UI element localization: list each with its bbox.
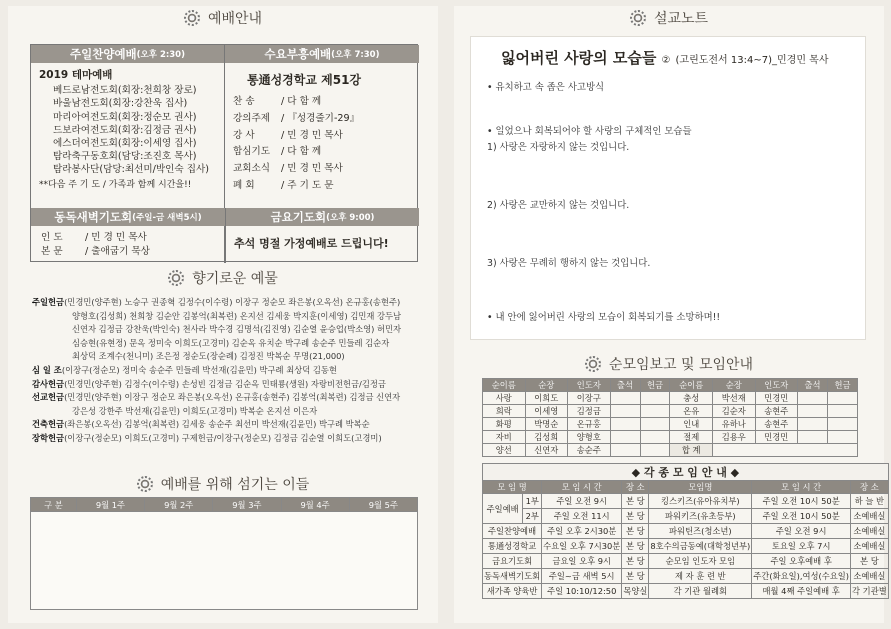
soon-cell (798, 431, 828, 444)
meetings-header-cell: 장 소 (622, 481, 649, 494)
worship-section-title: 예배안내 (8, 6, 438, 30)
sun-icon (184, 10, 200, 26)
offering-names: 신연자 김정금 강찬욱(박인숙) 천사라 박수경 김명석(김진영) 김순열 윤승업(박소영) 허민자 (72, 324, 402, 335)
offering-label: 장학헌금 (32, 432, 65, 443)
soon-cell: 송순주 (568, 444, 611, 457)
dawn-item-label: 인 도 (41, 232, 63, 243)
servers-header-cell: 9월 4주 (281, 498, 349, 512)
soon-cell: 절제 (670, 431, 713, 444)
meetings-header-row (483, 481, 889, 494)
meetings-cell: 주일 오전 9시 (752, 524, 851, 539)
wed-item-value: / 민 경 민 목사 (281, 129, 343, 141)
offering-names: 양형호(김성희) 천희창 김순안 김봉억(최복련) 온지선 김세웅 박지훈(이세영) 김민재 강두남 (72, 310, 402, 321)
soon-cell: 유하나 (712, 418, 755, 431)
soon-cell: 송현주 (755, 418, 798, 431)
soon-header-row (483, 379, 858, 392)
dawn-item (41, 245, 225, 259)
meetings-header-cell: 모 임 시 간 (752, 481, 851, 494)
offering-section-title: 향기로운 예물 (8, 266, 438, 290)
meetings-cell: 동독새벽기도회 (483, 569, 542, 584)
theme-label: 2019 테마예배 (39, 69, 113, 81)
soon-total-label: 합 계 (670, 444, 713, 457)
sermon-title-row (501, 47, 828, 68)
worship-box (30, 44, 418, 262)
meetings-cell: 본 당 (622, 494, 649, 509)
meetings-cell: 주일예배 (483, 494, 523, 524)
soon-header-cell: 순장 (712, 379, 755, 392)
theme-item: 마리아여전도회(회장:정순모 권사) (53, 111, 197, 123)
table-row (483, 431, 858, 444)
meetings-cell: 매월 4째 주일예배 후 (752, 584, 851, 599)
soon-cell (798, 405, 828, 418)
soon-cell: 민경민 (755, 431, 798, 444)
meetings-cell: 금요일 오후 9시 (542, 554, 622, 569)
meetings-header-cell: 모 임 시 간 (542, 481, 622, 494)
soon-cell: 김순자 (712, 405, 755, 418)
meetings-cell: 본 당 (851, 554, 889, 569)
servers-header-cell: 9월 3주 (213, 498, 281, 512)
dawn-item (41, 231, 225, 245)
sun-icon (585, 356, 601, 372)
sermon-section-title: 설교노트 (454, 6, 884, 30)
soon-cell: 이희도 (525, 392, 568, 405)
soon-section-title: 순모임보고 및 모임안내 (454, 352, 884, 376)
table-row (483, 392, 858, 405)
sermon-point: 1) 사랑은 자랑하지 않는 것입니다. (487, 142, 630, 153)
sermon-reference: (고린도전서 13:4~7)_민경민 목사 (675, 55, 829, 66)
offering-line (32, 364, 432, 378)
soon-cell: 김용우 (712, 431, 755, 444)
soon-header-cell: 순이름 (670, 379, 713, 392)
meetings-cell: 8호수의금동예(대학청년부) (649, 539, 752, 554)
meetings-header-cell: 모 임 명 (483, 481, 542, 494)
servers-header-row (31, 498, 418, 512)
meetings-cell: 주일 오전 10시 50분 (752, 494, 851, 509)
table-row (483, 509, 889, 524)
meetings-cell: 토요일 오후 7시 (752, 539, 851, 554)
servers-body (31, 512, 418, 610)
wed-item (233, 111, 419, 128)
soon-cell (610, 392, 640, 405)
table-row (483, 494, 889, 509)
dawn-header: 동독새벽기도회 (주일-금 새벽5시) (31, 208, 225, 226)
meetings-cell: 주일찬양예배 (483, 524, 542, 539)
meetings-cell: 본 당 (622, 569, 649, 584)
soon-cell (798, 392, 828, 405)
meetings-cell: 새가족 양육반 (483, 584, 542, 599)
wed-item-label: 폐 회 (233, 179, 255, 191)
soon-cell (640, 418, 670, 431)
wed-item-value: / 다 함 께 (281, 146, 322, 158)
soon-total-value (712, 444, 857, 457)
meetings-cell: 통通성경학교 (483, 539, 542, 554)
meetings-cell: 주일~금 새벽 5시 (542, 569, 622, 584)
soon-cell: 사랑 (483, 392, 526, 405)
soon-table (482, 378, 858, 457)
meetings-cell: 1부 (523, 494, 542, 509)
soon-cell: 충성 (670, 392, 713, 405)
sermon-number: ② (661, 55, 671, 66)
soon-header-cell: 출석 (610, 379, 640, 392)
soon-cell (827, 405, 857, 418)
soon-cell: 인내 (670, 418, 713, 431)
meetings-cell: 소예배실 (851, 569, 889, 584)
soon-header-cell: 출석 (798, 379, 828, 392)
meetings-cell: 순모임 인도자 모임 (649, 554, 752, 569)
offering-line (32, 405, 432, 419)
meetings-cell: 주일 오전 10시 50분 (752, 509, 851, 524)
wed-item-value: / 주 기 도 문 (281, 179, 334, 191)
table-row (483, 444, 858, 457)
friday-note: 추석 명절 가정예배로 드립니다! (234, 237, 389, 250)
soon-cell: 자비 (483, 431, 526, 444)
sermon-point: 2) 사랑은 교만하지 않는 것입니다. (487, 200, 630, 211)
dawn-prayer (31, 208, 225, 259)
friday-prayer (225, 208, 419, 263)
soon-cell: 김정금 (568, 405, 611, 418)
theme-item: 탐라봉사단(담당:최선미/박인숙 집사) (53, 164, 210, 176)
soon-cell (640, 444, 670, 457)
soon-cell: 화평 (483, 418, 526, 431)
meetings-cell: 금요기도회 (483, 554, 542, 569)
right-page (454, 6, 887, 623)
offering-names: (좌은봉(오옥선) 김봉억(최복련) 김세웅 송순주 최선미 박선재(김윤민) 박구례 박복순 (64, 419, 370, 430)
offering-list (32, 296, 432, 446)
soon-cell: 민경민 (755, 392, 798, 405)
offering-names: (민경민(양주현) 김정수(이수령) 손성빈 김정금 김순옥 민태룡(생원) 자랑비전헌금/김정금 (64, 378, 386, 389)
sun-icon (168, 270, 184, 286)
soon-cell (640, 405, 670, 418)
offering-label: 선교헌금 (32, 392, 65, 403)
sermon-notes (470, 36, 866, 340)
meetings-cell: 주간(화요일),여성(수요일) (752, 569, 851, 584)
meetings-cell: 본 당 (622, 509, 649, 524)
offering-names: 강은성 강한주 박선재(김윤민) 이희도(고경미) 박복순 온지선 이은자 (72, 405, 318, 416)
offering-line (32, 378, 432, 392)
servers-header-cell: 9월 1주 (76, 498, 144, 512)
servers-header-cell: 구 분 (31, 498, 77, 512)
table-row (483, 569, 889, 584)
soon-cell: 이세영 (525, 405, 568, 418)
wed-item (233, 161, 419, 178)
meetings-cell: 소예배실 (851, 539, 889, 554)
meetings-cell: 본 당 (622, 524, 649, 539)
soon-cell: 희락 (483, 405, 526, 418)
table-row (483, 539, 889, 554)
sun-icon (630, 10, 646, 26)
soon-header-cell: 순장 (525, 379, 568, 392)
friday-header: 금요기도회 (오후 9:00) (226, 208, 419, 226)
soon-header-cell: 순이름 (483, 379, 526, 392)
meetings-header-cell: 모임명 (649, 481, 752, 494)
theme-list (39, 84, 224, 176)
meetings-title: ◆ 각 종 모 임 안 내 ◆ (483, 464, 889, 481)
soon-header-cell: 헌금 (827, 379, 857, 392)
soon-cell (640, 431, 670, 444)
wed-item-value: / 다 함 께 (281, 96, 322, 107)
theme-item: 바울남전도회(회장:강찬욱 집사) (53, 98, 188, 110)
table-row (483, 418, 858, 431)
meetings-cell: 주일 오후예배 후 (752, 554, 851, 569)
soon-cell: 양선 (483, 444, 526, 457)
meetings-header-cell: 장 소 (851, 481, 889, 494)
meetings-cell: 하 늘 반 (851, 494, 889, 509)
soon-cell (640, 392, 670, 405)
sermon-title: 잃어버린 사랑의 모습들 (501, 49, 657, 67)
meetings-cell: 파워키즈(유초등부) (649, 509, 752, 524)
offering-label: 심 일 조 (32, 364, 62, 375)
soon-cell (827, 418, 857, 431)
wed-item-label: 교회소식 (233, 163, 271, 175)
meetings-cell: 각 기관별 (851, 584, 889, 599)
soon-cell (827, 392, 857, 405)
sun-icon (137, 476, 153, 492)
offering-line (32, 323, 432, 337)
meetings-cell: 소예배실 (851, 509, 889, 524)
wed-item (233, 94, 419, 111)
theme-item: 에스더여전도회(회장:이세영 집사) (53, 138, 197, 150)
dawn-item-value: / 민 경 민 목사 (85, 232, 147, 243)
meetings-cell: 2부 (523, 509, 542, 524)
wednesday-header: 수요부흥예배 (오후 7:30) (225, 45, 419, 63)
meetings-cell: 주일 오전 9시 (542, 494, 622, 509)
offering-line (32, 337, 432, 351)
soon-cell: 송현주 (755, 405, 798, 418)
offering-names: (민경민(양주현) 노승구 권종혁 김정수(이수령) 이장구 정순모 좌은봉(오옥선) 온규홍(송현주) (64, 297, 401, 307)
meetings-cell: 수요일 오후 7시30분 (542, 539, 622, 554)
offering-label: 주일헌금 (32, 297, 65, 307)
offering-names: (민경민(양주현) 이장구 정순모 좌은봉(오옥선) 온규홍(송현주) 김봉억(최복련) 김정금 신연자 (64, 392, 401, 403)
soon-cell: 양형호 (568, 431, 611, 444)
soon-header-cell: 인도자 (568, 379, 611, 392)
sermon-point: • 유치하고 속 좁은 사고방식 (487, 82, 605, 93)
wed-item-value: / 민 경 민 목사 (281, 163, 343, 175)
sermon-point: • 내 안에 잃어버린 사랑의 모습이 회복되기를 소망하며!! (487, 312, 721, 323)
wed-item (233, 128, 419, 145)
offering-line (32, 310, 432, 324)
wed-item (233, 178, 419, 195)
meetings-cell: 본 당 (622, 539, 649, 554)
soon-cell: 신연자 (525, 444, 568, 457)
soon-header-cell: 인도자 (755, 379, 798, 392)
meetings-cell: 주일 오후 2시30분 (542, 524, 622, 539)
sunday-header: 주일찬양예배 (오후 2:30) (31, 45, 224, 63)
wed-list (233, 94, 419, 195)
offering-names: 심승현(유현정) 문옥 정미숙 이희도(고경미) 김순옥 유치순 박구례 송순주 민들레 김순자 (72, 337, 390, 348)
offering-names: 최상덕 조계수(천니미) 조은정 정순도(장순례) 김정진 박복순 무명(21,000) (72, 351, 345, 362)
wed-item-label: 찬 송 (233, 96, 255, 107)
meetings-cell: 본 당 (622, 554, 649, 569)
soon-cell: 박명순 (525, 418, 568, 431)
sermon-point: • 일었으나 회복되어야 할 사랑의 구체적인 모습들 (487, 126, 692, 137)
dawn-item-value: / 출애굽기 묵상 (85, 246, 150, 257)
offering-names: (이장구(정순모) 정미숙 송순주 민들레 박선재(김윤민) 박구례 최상덕 김동현 (61, 364, 337, 375)
theme-item: 드보라여전도회(회장:김정금 권사) (53, 124, 197, 136)
servers-table (30, 497, 418, 610)
offering-line (32, 296, 432, 310)
meetings-cell: 각 기관 월례회 (649, 584, 752, 599)
dawn-list (31, 226, 225, 259)
servers-section-title: 예배를 위해 섬기는 이들 (8, 472, 438, 496)
meetings-cell: 파워틴즈(청소년) (649, 524, 752, 539)
dawn-item-label: 본 문 (41, 246, 63, 257)
theme-item: 탐라축구동호회(담당:조진호 목사) (53, 151, 197, 163)
meetings-cell: 킹스키즈(유아유치부) (649, 494, 752, 509)
offering-label: 감사헌금 (32, 378, 65, 389)
soon-cell: 온규홍 (568, 418, 611, 431)
wed-item (233, 144, 419, 161)
wed-course: 통通성경학교 제51강 (247, 73, 362, 87)
theme-item: 베드로남전도회(회장:천희창 장로) (53, 85, 197, 97)
table-row (483, 584, 889, 599)
soon-cell: 온유 (670, 405, 713, 418)
offering-label: 건축헌금 (32, 419, 65, 430)
wed-item-value: / 『성경줄기-29』 (281, 112, 360, 124)
offering-line (32, 350, 432, 364)
soon-cell (798, 418, 828, 431)
meetings-cell: 주일 오전 11시 (542, 509, 622, 524)
wed-item-label: 강의주제 (233, 112, 271, 124)
meetings-table (482, 463, 889, 599)
table-row (483, 405, 858, 418)
table-row (483, 524, 889, 539)
table-row (483, 554, 889, 569)
soon-cell (610, 405, 640, 418)
wed-item-label: 합심기도 (233, 146, 271, 158)
servers-header-cell: 9월 5주 (349, 498, 417, 512)
soon-cell: 김성희 (525, 431, 568, 444)
soon-cell (610, 418, 640, 431)
offering-line (32, 391, 432, 405)
meetings-cell: 소예배실 (851, 524, 889, 539)
theme-note: **다음 주 기 도 / 가족과 함께 시간을!! (39, 179, 192, 190)
offering-names: (이장구(정순모) 이희도(고경미) 구제헌금/이장구(정순모) 김정금 김순열 이희도(고경미) (64, 432, 382, 443)
soon-cell: 박선재 (712, 392, 755, 405)
wednesday-worship (225, 45, 419, 205)
soon-cell: 이장구 (568, 392, 611, 405)
sermon-point: 3) 사랑은 무례히 행하지 않는 것입니다. (487, 258, 651, 269)
soon-cell (610, 444, 640, 457)
servers-header-cell: 9월 2주 (145, 498, 213, 512)
left-page (8, 6, 438, 623)
meetings-cell: 목양실 (622, 584, 649, 599)
meetings-cell: 주일 10:10/12:50 (542, 584, 622, 599)
soon-header-cell: 헌금 (640, 379, 670, 392)
offering-line (32, 432, 432, 446)
soon-cell (827, 431, 857, 444)
offering-line (32, 418, 432, 432)
meetings-cell: 제 자 훈 련 반 (649, 569, 752, 584)
soon-cell (610, 431, 640, 444)
wed-item-label: 강 사 (233, 129, 255, 141)
